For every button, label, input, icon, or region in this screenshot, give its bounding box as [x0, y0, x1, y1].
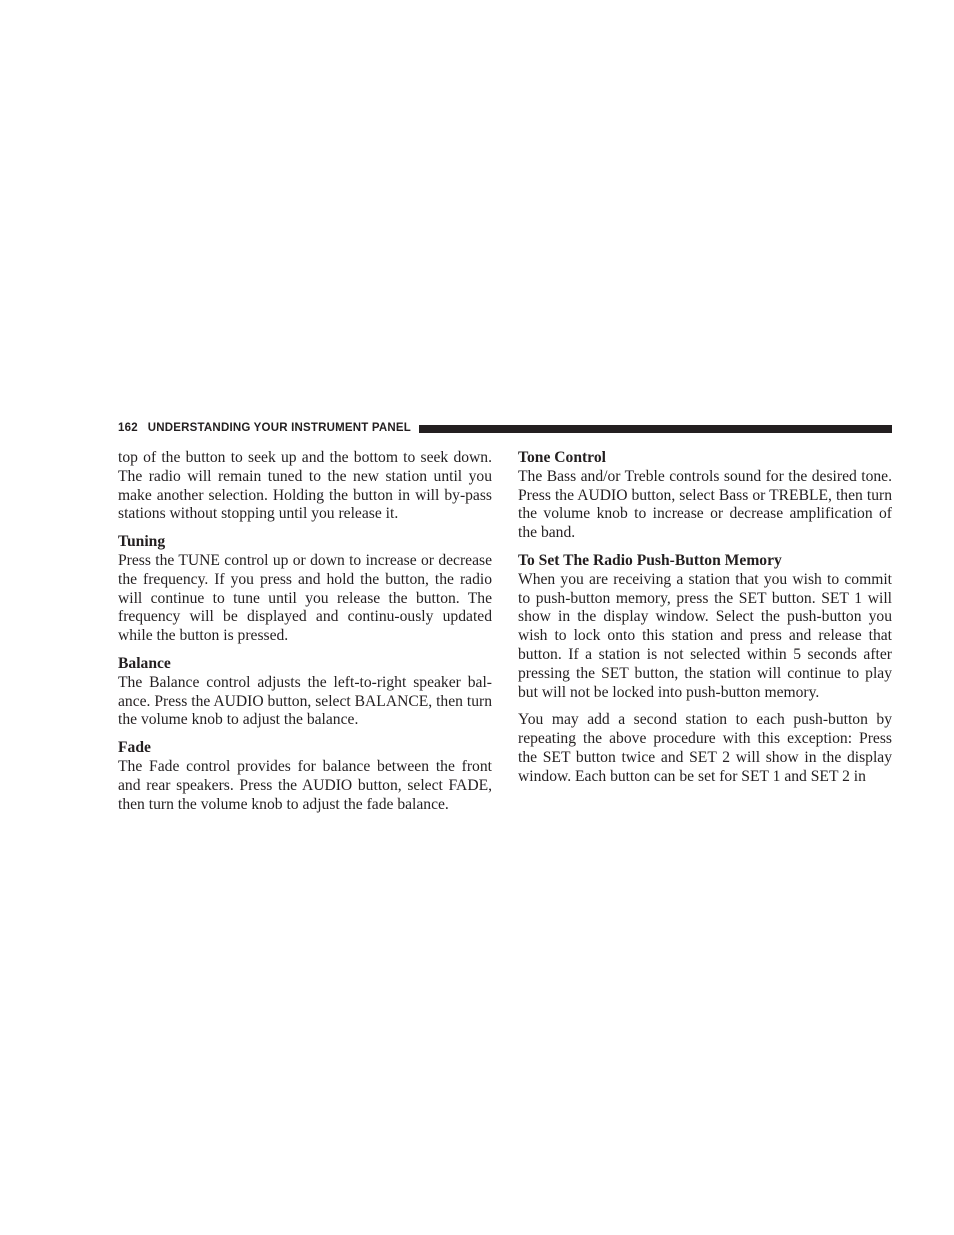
balance-paragraph: The Balance control adjusts the left-to-right speaker bal-ance. Press the AUDIO button, select BALANCE, then turn the volume knob to adjust the balance. — [118, 673, 492, 729]
fade-heading: Fade — [118, 739, 151, 757]
tuning-heading: Tuning — [118, 533, 166, 551]
push-button-memory-heading: To Set The Radio Push-Button Memory — [518, 551, 782, 569]
push-button-memory-paragraph: When you are receiving a station that you wish to commit to push-button memory, press the SET button. SET 1 will show in the display window. Select the push-button you wish to lock onto this station and press and release that button. If a station is not selected within 5 seconds after pressing the SET button, the station will continue to play but will not be locked into push-button memory. — [518, 570, 892, 701]
tuning-paragraph: Press the TUNE control up or down to increase or decrease the frequency. If you press and hold the button, the radio will continue to tune until you release the button. The frequency will be displayed and continu-ously updated while the button is pressed. — [118, 551, 492, 645]
right-column — [518, 449, 892, 796]
section-title: UNDERSTANDING YOUR INSTRUMENT PANEL — [147, 422, 411, 434]
left-column — [118, 449, 492, 823]
fade-section — [118, 739, 492, 814]
tone-control-section — [518, 449, 892, 543]
push-button-memory-section — [518, 552, 892, 702]
tone-control-paragraph: The Bass and/or Treble controls sound for the desired tone. Press the AUDIO button, select Bass or TREBLE, then turn the volume knob to increase or decrease amplification of the band. — [518, 467, 892, 542]
intro-paragraph: top of the button to seek up and the bottom to seek down. The radio will remain tuned to the new station until you make another selection. Holding the button in will by-pass stations without stopping until you release it. — [118, 449, 492, 523]
balance-heading: Balance — [118, 654, 171, 672]
tuning-section — [118, 533, 492, 646]
intro-block — [118, 449, 492, 524]
second-station-paragraph: You may add a second station to each push-button by repeating the above procedure with this exception: Press the SET button twice and SET 2 will show in the display window. Each button can be set for SET 1 and SET 2 in — [518, 711, 892, 785]
balance-section — [118, 655, 492, 730]
page-header — [118, 419, 892, 437]
tone-control-heading: Tone Control — [518, 449, 606, 466]
header-rule — [419, 425, 892, 433]
page-number: 162 — [118, 422, 138, 434]
fade-paragraph: The Fade control provides for balance between the front and rear speakers. Press the AUDIO button, select FADE, then turn the volume knob to adjust the fade balance. — [118, 757, 492, 813]
second-station-block — [518, 711, 892, 786]
